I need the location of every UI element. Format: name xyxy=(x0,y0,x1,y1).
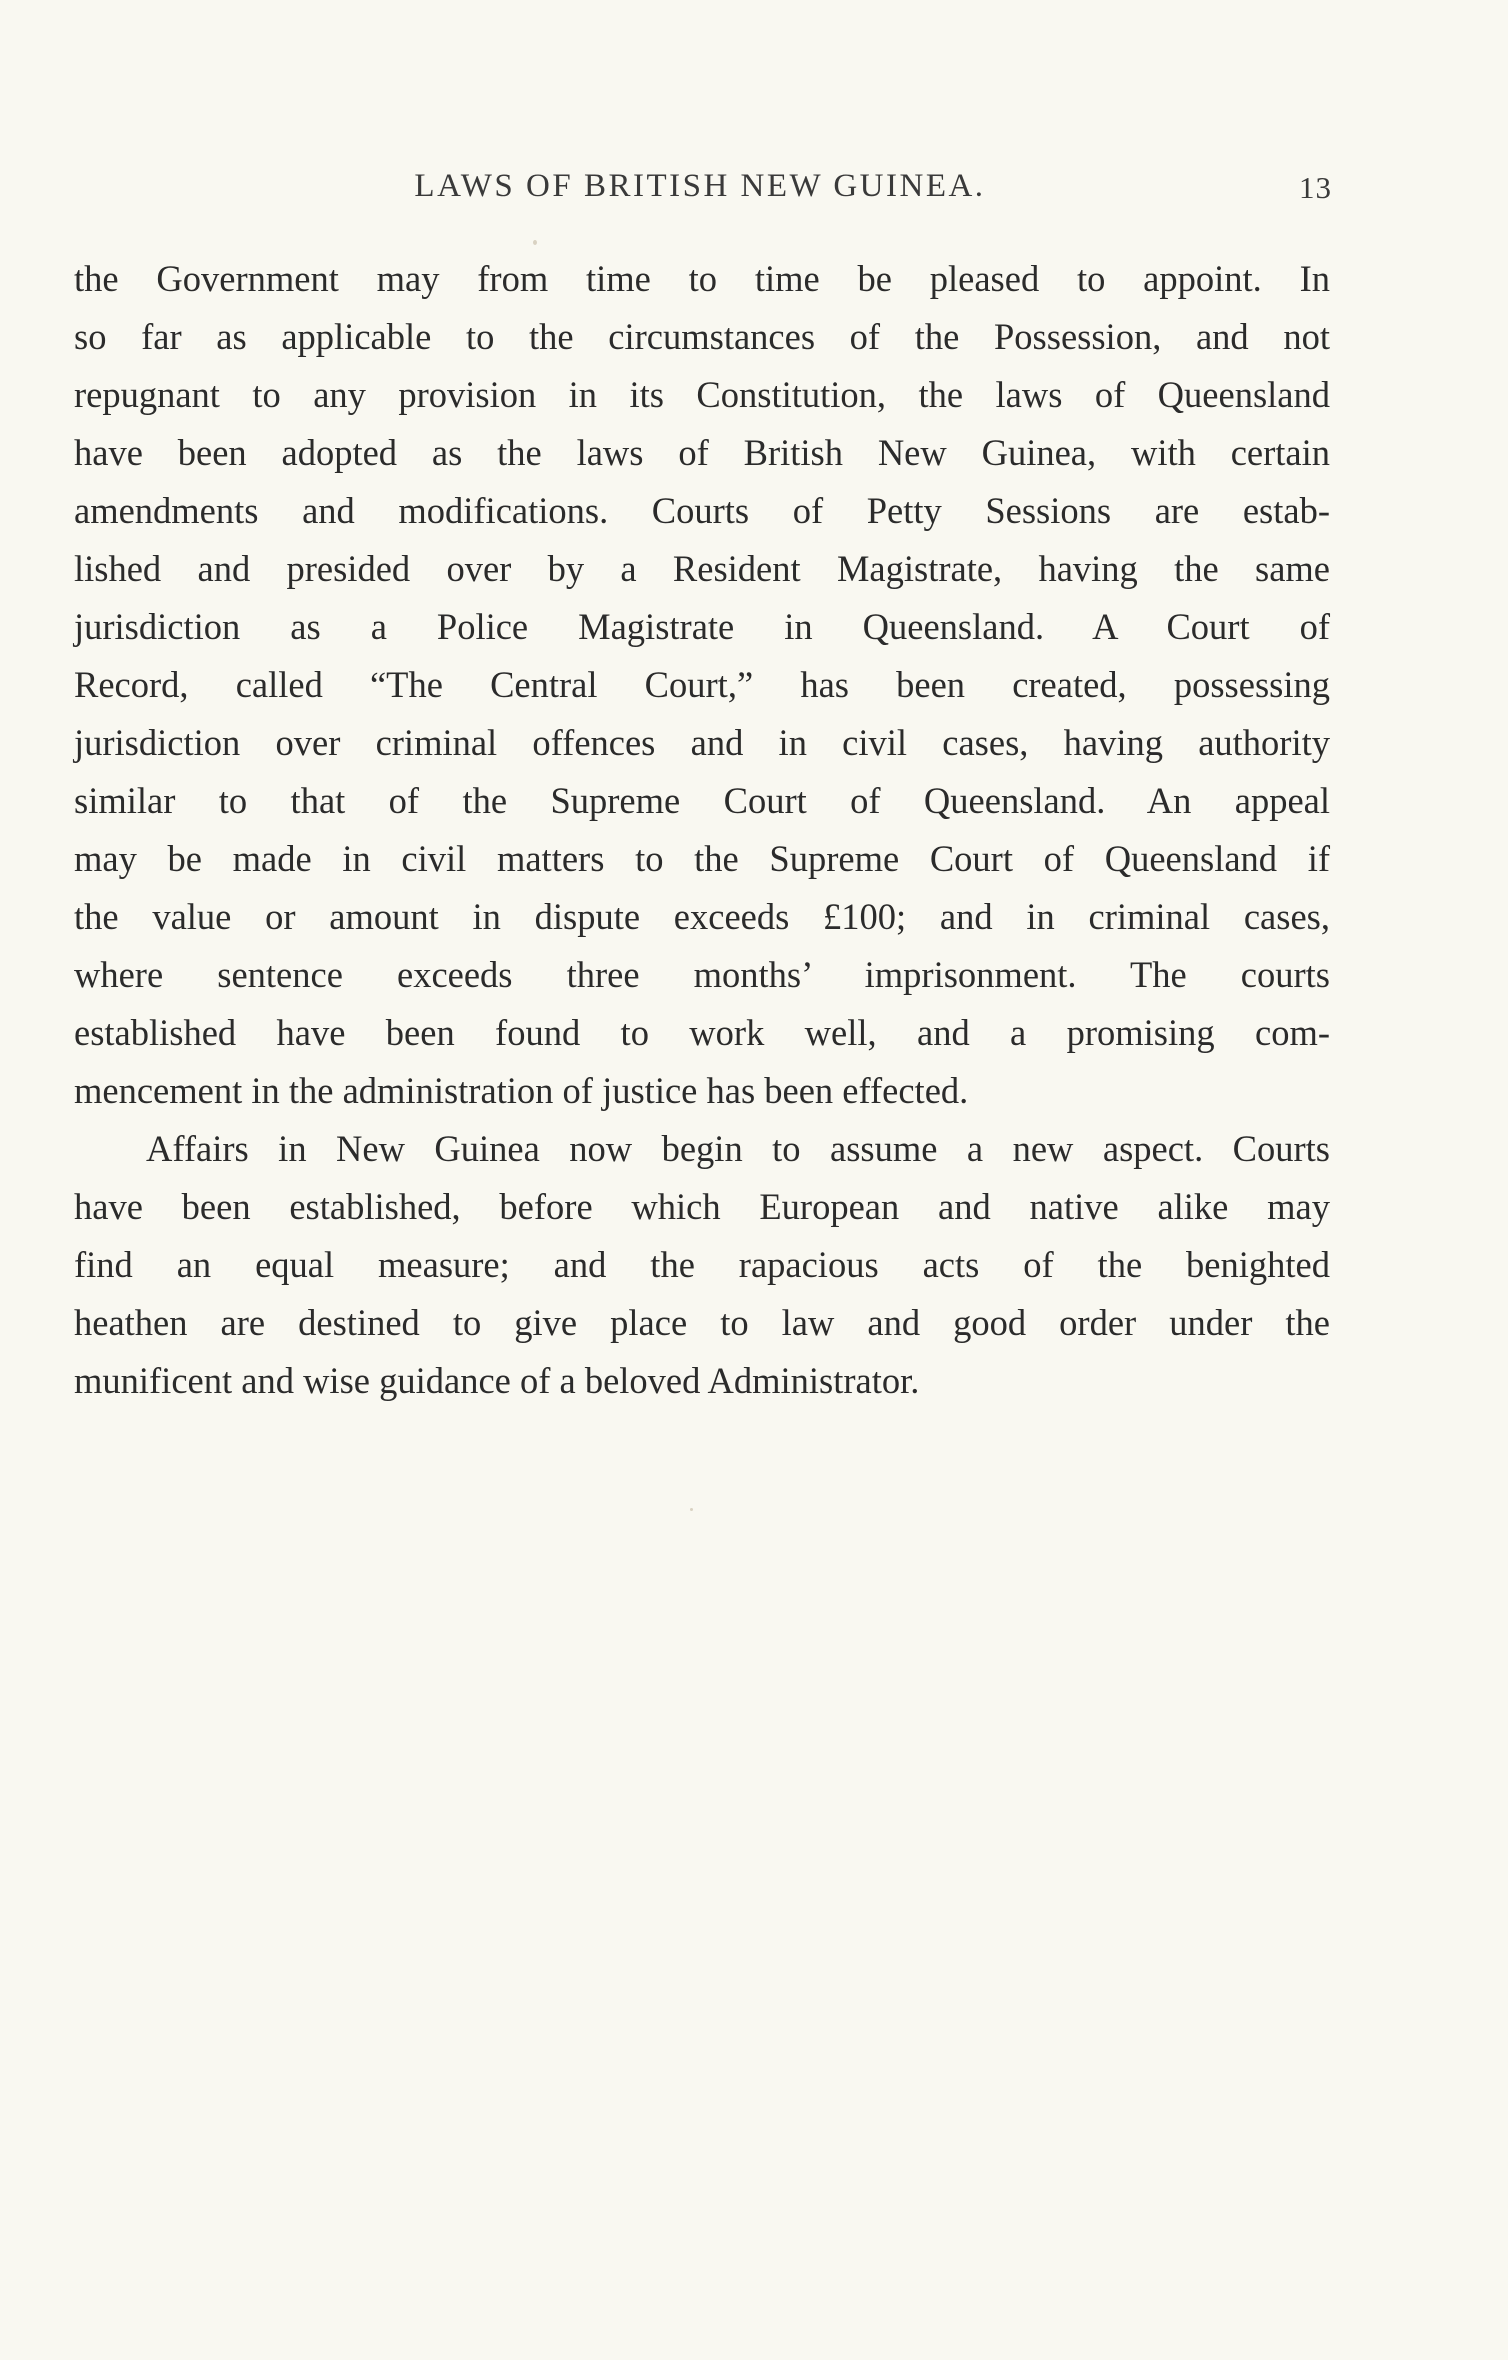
text-line: may be made in civil matters to the Supreme Court of Queensland if xyxy=(74,838,1330,879)
paragraph-2 xyxy=(74,1120,1330,1410)
text-line: where sentence exceeds three months’ imprisonment. The courts xyxy=(74,954,1330,995)
text-line: Affairs in New Guinea now begin to assume a new aspect. Courts xyxy=(146,1128,1330,1169)
running-title: LAWS OF BRITISH NEW GUINEA. xyxy=(414,168,986,204)
page-number: 13 xyxy=(1299,170,1332,205)
text-line: amendments and modifications. Courts of Petty Sessions are estab- xyxy=(74,490,1330,531)
text-line: the value or amount in dispute exceeds £100; and in criminal cases, xyxy=(74,896,1330,937)
text-line: repugnant to any provision in its Constitution, the laws of Queensland xyxy=(74,374,1330,415)
paragraph-1 xyxy=(74,250,1330,1120)
text-line: jurisdiction as a Police Magistrate in Queensland. A Court of xyxy=(74,606,1330,647)
text-line: jurisdiction over criminal offences and in civil cases, having authority xyxy=(74,722,1330,763)
text-line: mencement in the administration of justice has been effected. xyxy=(74,1070,969,1111)
paper-speck xyxy=(533,240,537,245)
text-line: have been adopted as the laws of British New Guinea, with certain xyxy=(74,432,1330,473)
paper-speck xyxy=(690,1508,693,1511)
text-line: so far as applicable to the circumstances of the Possession, and not xyxy=(74,316,1330,357)
text-line: lished and presided over by a Resident Magistrate, having the same xyxy=(74,548,1330,589)
text-line: munificent and wise guidance of a beloved Administrator. xyxy=(74,1360,920,1401)
text-line: find an equal measure; and the rapacious acts of the benighted xyxy=(74,1244,1330,1285)
body-text xyxy=(74,250,1330,1410)
text-line: established have been found to work well, and a promising com- xyxy=(74,1012,1330,1053)
text-line: similar to that of the Supreme Court of Queensland. An appeal xyxy=(74,780,1330,821)
text-line: have been established, before which European and native alike may xyxy=(74,1186,1330,1227)
text-line: the Government may from time to time be pleased to appoint. In xyxy=(74,258,1330,299)
running-header xyxy=(72,168,1332,212)
text-line: heathen are destined to give place to law and good order under the xyxy=(74,1302,1330,1343)
text-line: Record, called “The Central Court,” has been created, possessing xyxy=(74,664,1330,705)
